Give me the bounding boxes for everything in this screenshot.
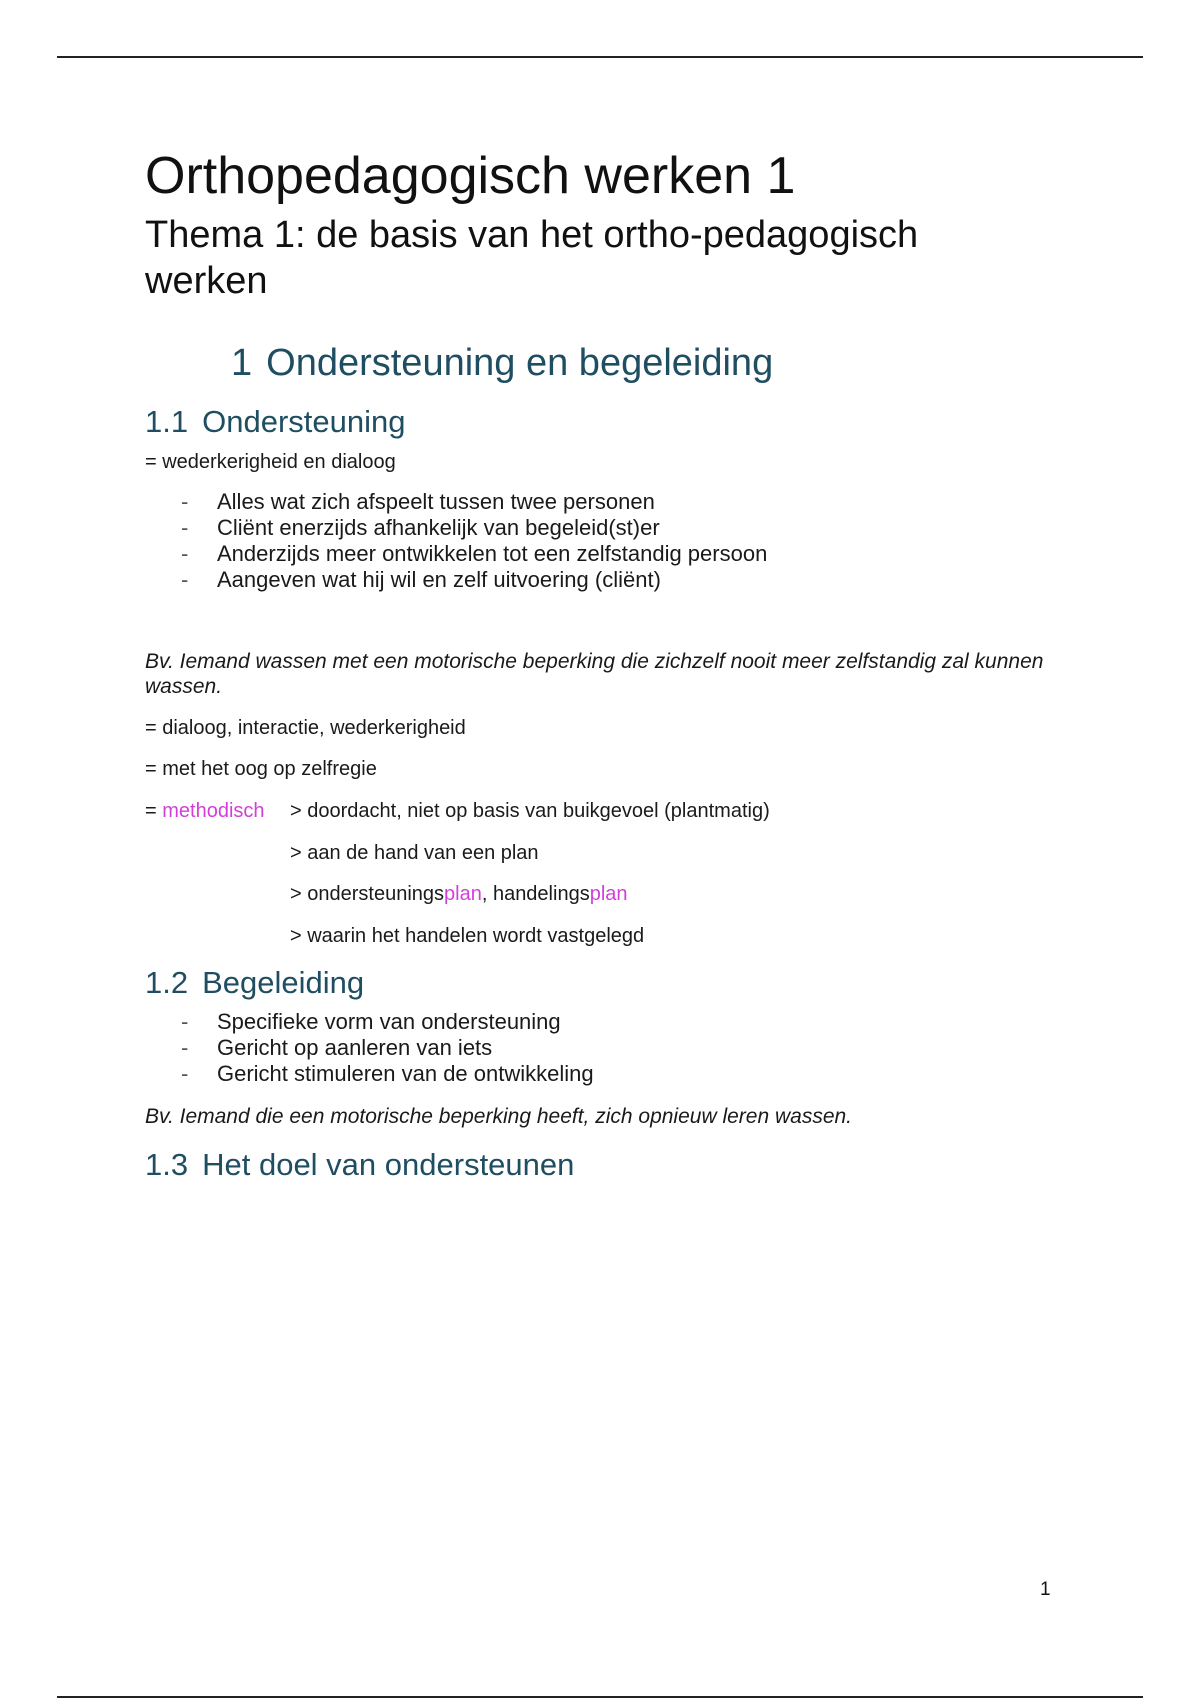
page-number: 1 <box>1040 1579 1051 1600</box>
bullet-list-1-2 <box>181 1009 594 1087</box>
list-item: - Aangeven wat hij wil en zelf uitvoering (cliënt) <box>181 567 661 592</box>
section-number: 1.3 <box>145 1147 189 1182</box>
section-number: 1.2 <box>145 965 189 1000</box>
bullet-dash: - <box>181 567 189 592</box>
bullet-list-1-1 <box>181 489 767 593</box>
methodisch-line: = methodisch <box>145 800 265 822</box>
sub-line: > aan de hand van een plan <box>290 842 539 864</box>
bullet-dash: - <box>181 1061 189 1086</box>
highlighted-term: methodisch <box>162 800 265 822</box>
bullet-dash: - <box>181 515 189 540</box>
bullet-dash: - <box>181 541 189 566</box>
header-rule <box>57 56 1143 58</box>
chapter-heading <box>231 340 773 386</box>
document-subtitle: Thema 1: de basis van het ortho-pedagogisch werken <box>145 214 919 302</box>
list-item: - Gericht stimuleren van de ontwikkeling <box>181 1061 594 1086</box>
definition-line: = met het oog op zelfregie <box>145 758 377 780</box>
list-item: - Cliënt enerzijds afhankelijk van begeleid(st)er <box>181 515 660 540</box>
bullet-dash: - <box>181 489 189 514</box>
section-heading-1-1 <box>145 403 405 441</box>
list-item: - Anderzijds meer ontwikkelen tot een zelfstandig persoon <box>181 541 768 566</box>
sub-line: > doordacht, niet op basis van buikgevoel (plantmatig) <box>290 800 770 822</box>
definition-line: = dialoog, interactie, wederkerigheid <box>145 717 466 739</box>
chapter-title: Ondersteuning en begeleiding <box>266 342 774 384</box>
highlighted-term: plan <box>444 883 482 905</box>
section-number: 1.1 <box>145 404 189 439</box>
definition-line: = wederkerigheid en dialoog <box>145 451 396 473</box>
example-text: Bv. Iemand wassen met een motorische beperking die zichzelf nooit meer zelfstandig zal kunnen wassen. <box>145 650 1044 698</box>
section-title: Ondersteuning <box>202 404 406 439</box>
list-item: - Specifieke vorm van ondersteuning <box>181 1009 561 1034</box>
section-title: Het doel van ondersteunen <box>202 1147 575 1182</box>
list-item: - Gericht op aanleren van iets <box>181 1035 493 1060</box>
section-heading-1-3 <box>145 1146 574 1184</box>
bullet-dash: - <box>181 1009 189 1034</box>
section-heading-1-2 <box>145 964 364 1002</box>
document-title: Orthopedagogisch werken 1 <box>145 147 796 205</box>
sub-line: > ondersteuningsplan, handelingsplan <box>290 883 628 905</box>
bullet-dash: - <box>181 1035 189 1060</box>
section-title: Begeleiding <box>202 965 365 1000</box>
chapter-number: 1 <box>231 342 253 384</box>
footer-rule <box>57 1696 1143 1698</box>
sub-line: > waarin het handelen wordt vastgelegd <box>290 925 645 947</box>
list-item: - Alles wat zich afspeelt tussen twee personen <box>181 489 655 514</box>
highlighted-term: plan <box>589 883 628 905</box>
example-text: Bv. Iemand die een motorische beperking heeft, zich opnieuw leren wassen. <box>145 1105 853 1128</box>
